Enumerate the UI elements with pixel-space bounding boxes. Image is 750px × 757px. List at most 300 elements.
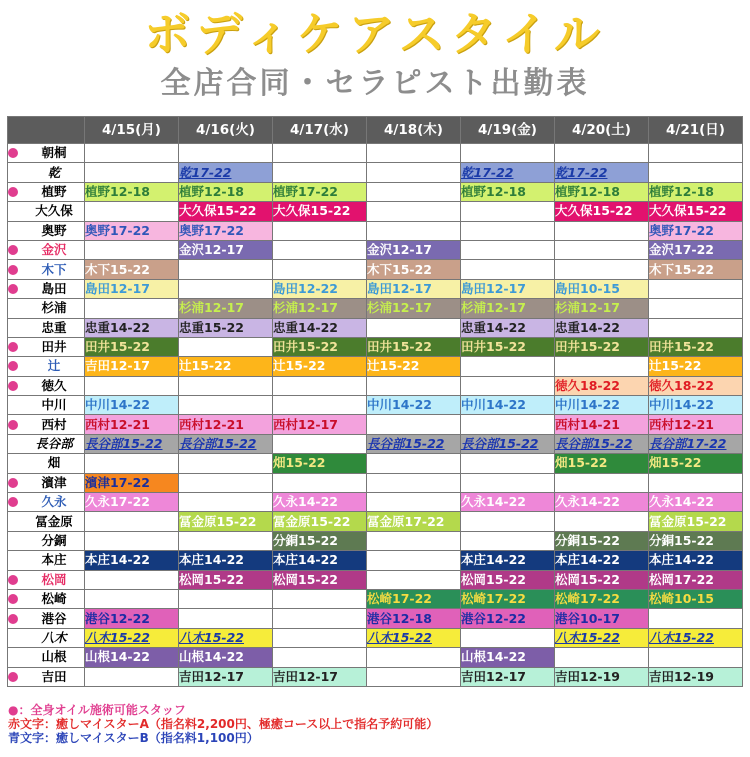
- therapist-name: 忠重: [41, 319, 67, 335]
- shift-time: 忠重14-22: [85, 319, 150, 335]
- therapist-name: 長谷部: [35, 436, 73, 452]
- therapist-name-cell: [8, 454, 85, 473]
- shift-cell: [649, 337, 743, 356]
- shift-time: 徳久18-22: [649, 377, 714, 393]
- shift-cell: [461, 337, 555, 356]
- shift-time: 植野12-18: [649, 183, 714, 199]
- therapist-name-cell: [8, 551, 85, 570]
- shift-cell: [367, 493, 461, 512]
- schedule-row: [8, 531, 743, 550]
- therapist-name-cell: [8, 299, 85, 318]
- shift-cell: [85, 531, 179, 550]
- therapist-name-cell: [8, 396, 85, 415]
- shift-time: 冨金原17-22: [367, 513, 445, 529]
- schedule-row: [8, 415, 743, 434]
- shift-cell: [555, 240, 649, 259]
- shift-time: 吉田12-19: [649, 668, 714, 684]
- shift-cell: [273, 667, 367, 686]
- shift-time: 植野12-18: [85, 183, 150, 199]
- shift-cell: [85, 628, 179, 647]
- therapist-name: 中川: [41, 397, 67, 413]
- shift-cell: [179, 493, 273, 512]
- day-header: 4/17(水): [273, 117, 367, 144]
- shift-cell: [649, 434, 743, 453]
- shift-cell: [461, 473, 555, 492]
- shift-cell: [85, 202, 179, 221]
- schedule-row: [8, 376, 743, 395]
- schedule-row: [8, 396, 743, 415]
- shift-time: 長谷部17-22: [649, 436, 727, 452]
- therapist-name-cell: [8, 357, 85, 376]
- therapist-name: 朝桐: [41, 145, 67, 161]
- shift-cell: [649, 454, 743, 473]
- shift-cell: [649, 551, 743, 570]
- therapist-name: 畑: [47, 455, 61, 471]
- shift-cell: [367, 163, 461, 182]
- shift-time: 大久保15-22: [649, 203, 727, 219]
- oil-staff-dot-icon: [8, 187, 18, 197]
- shift-time: 島田12-17: [85, 280, 150, 296]
- shift-cell: [273, 144, 367, 163]
- shift-cell: [461, 454, 555, 473]
- shift-cell: [461, 396, 555, 415]
- therapist-name: 金沢: [41, 242, 67, 258]
- shift-cell: [555, 570, 649, 589]
- oil-staff-dot-icon: [8, 497, 18, 507]
- shift-cell: [367, 628, 461, 647]
- shift-cell: [461, 667, 555, 686]
- shift-cell: [85, 376, 179, 395]
- shift-time: 松崎17-22: [367, 591, 432, 607]
- shift-time: 松岡15-22: [555, 571, 620, 587]
- shift-cell: [179, 551, 273, 570]
- shift-cell: [85, 667, 179, 686]
- shift-time: 港谷12-22: [85, 610, 150, 626]
- shift-cell: [273, 337, 367, 356]
- shift-time: 田井15-22: [367, 339, 432, 355]
- legend-meister-b: 青文字：癒しマイスターB（指名料1,100円）: [8, 731, 259, 745]
- shift-time: 吉田12-19: [555, 668, 620, 684]
- therapist-name-cell: [8, 202, 85, 221]
- shift-time: 植野17-22: [273, 183, 338, 199]
- shift-cell: [85, 163, 179, 182]
- schedule-row: [8, 454, 743, 473]
- schedule-header-row: [8, 117, 743, 144]
- shift-cell: [179, 589, 273, 608]
- shift-cell: [85, 512, 179, 531]
- shift-cell: [179, 240, 273, 259]
- shift-cell: [85, 357, 179, 376]
- schedule-row: [8, 473, 743, 492]
- shift-cell: [179, 182, 273, 201]
- shift-cell: [85, 240, 179, 259]
- shift-cell: [649, 144, 743, 163]
- shift-cell: [273, 493, 367, 512]
- shift-cell: [179, 202, 273, 221]
- shift-cell: [273, 434, 367, 453]
- shift-time: 乾17-22: [179, 164, 232, 180]
- schedule-row: [8, 628, 743, 647]
- shift-cell: [649, 648, 743, 667]
- shift-cell: [461, 531, 555, 550]
- shift-cell: [85, 337, 179, 356]
- schedule-row: [8, 163, 743, 182]
- shift-cell: [367, 454, 461, 473]
- shift-cell: [461, 493, 555, 512]
- day-header: 4/19(金): [461, 117, 555, 144]
- shift-time: 島田12-22: [273, 280, 338, 296]
- schedule-row: [8, 279, 743, 298]
- shift-time: 畑15-22: [273, 455, 326, 471]
- shift-time: 金沢17-22: [649, 242, 714, 258]
- therapist-name-cell: [8, 144, 85, 163]
- therapist-name: 大久保: [35, 203, 73, 219]
- shift-time: 乾17-22: [461, 164, 514, 180]
- shift-cell: [367, 357, 461, 376]
- shift-time: 島田12-17: [461, 280, 526, 296]
- shift-time: 山根14-22: [179, 649, 244, 665]
- schedule-row: [8, 318, 743, 337]
- schedule-subtitle: 全店合同・セラピスト出勤表: [160, 66, 590, 101]
- shift-cell: [649, 182, 743, 201]
- schedule-row: [8, 221, 743, 240]
- shift-time: 分銅15-22: [273, 533, 338, 548]
- shift-cell: [85, 570, 179, 589]
- shift-cell: [555, 221, 649, 240]
- therapist-name: 冨金原: [35, 513, 73, 529]
- shift-cell: [555, 357, 649, 376]
- shift-cell: [273, 628, 367, 647]
- schedule-row: [8, 512, 743, 531]
- shift-cell: [273, 570, 367, 589]
- shift-cell: [461, 240, 555, 259]
- day-header: 4/18(木): [367, 117, 461, 144]
- shift-cell: [461, 512, 555, 531]
- shift-cell: [179, 163, 273, 182]
- shift-cell: [555, 279, 649, 298]
- shift-cell: [85, 473, 179, 492]
- shift-cell: [85, 182, 179, 201]
- schedule-row: [8, 570, 743, 589]
- shift-time: 西村12-21: [179, 416, 244, 432]
- shift-time: 田井15-22: [649, 339, 714, 355]
- therapist-name: 港谷: [41, 610, 67, 626]
- shift-time: 松崎10-15: [649, 591, 714, 607]
- schedule-row: [8, 299, 743, 318]
- shift-cell: [367, 202, 461, 221]
- shift-cell: [649, 396, 743, 415]
- therapist-name: 奥野: [41, 222, 67, 238]
- shift-time: 中川14-22: [649, 397, 714, 413]
- therapist-name: 乾: [47, 164, 61, 180]
- shift-time: 杉浦12-17: [179, 300, 244, 316]
- shift-cell: [367, 318, 461, 337]
- shift-time: 分銅15-22: [555, 533, 620, 548]
- shift-cell: [273, 473, 367, 492]
- shift-time: 木下15-22: [85, 261, 150, 277]
- shift-time: 久永14-22: [649, 494, 714, 510]
- shop-title: ボディケアスタイル: [144, 7, 606, 61]
- shift-cell: [555, 260, 649, 279]
- shift-time: 山根14-22: [85, 649, 150, 665]
- shift-cell: [179, 396, 273, 415]
- shift-cell: [85, 551, 179, 570]
- shift-time: 田井15-22: [273, 339, 338, 355]
- shift-time: 本庄14-22: [179, 552, 244, 568]
- shift-cell: [649, 357, 743, 376]
- oil-staff-dot-icon: [8, 381, 18, 391]
- shift-time: 中川14-22: [461, 397, 526, 413]
- shift-cell: [461, 434, 555, 453]
- shift-cell: [649, 493, 743, 512]
- shift-cell: [273, 182, 367, 201]
- shift-cell: [461, 144, 555, 163]
- shift-cell: [367, 551, 461, 570]
- oil-staff-dot-icon: [8, 672, 18, 682]
- shift-time: 松崎17-22: [461, 591, 526, 607]
- shift-cell: [649, 221, 743, 240]
- therapist-name-cell: [8, 240, 85, 259]
- shift-cell: [649, 609, 743, 628]
- therapist-name-cell: [8, 163, 85, 182]
- schedule-row: [8, 260, 743, 279]
- shift-cell: [367, 337, 461, 356]
- shift-cell: [461, 299, 555, 318]
- shift-cell: [367, 376, 461, 395]
- shift-cell: [555, 376, 649, 395]
- schedule-row: [8, 202, 743, 221]
- shift-time: 冨金原15-22: [649, 513, 727, 529]
- shift-time: 杉浦12-17: [555, 300, 620, 316]
- shift-cell: [179, 434, 273, 453]
- shift-cell: [649, 299, 743, 318]
- day-header-sunday: 4/21(日): [649, 117, 743, 144]
- shift-cell: [179, 628, 273, 647]
- shift-time: 吉田12-17: [85, 358, 150, 374]
- shift-time: 忠重15-22: [179, 319, 244, 335]
- shift-time: 畑15-22: [555, 455, 608, 471]
- shift-cell: [85, 318, 179, 337]
- shift-time: 辻15-22: [367, 358, 420, 374]
- shift-time: 奥野17-22: [649, 222, 714, 238]
- shift-cell: [179, 337, 273, 356]
- shift-time: 田井15-22: [85, 339, 150, 355]
- shift-time: 金沢12-17: [367, 242, 432, 258]
- shift-cell: [179, 299, 273, 318]
- therapist-name: 吉田: [41, 668, 67, 684]
- shift-cell: [461, 279, 555, 298]
- therapist-name: 久永: [41, 494, 67, 510]
- shift-time: 忠重14-22: [555, 319, 620, 335]
- shift-cell: [367, 260, 461, 279]
- shift-cell: [85, 396, 179, 415]
- therapist-name-cell: [8, 667, 85, 686]
- oil-staff-dot-icon: [8, 361, 18, 371]
- shift-cell: [649, 570, 743, 589]
- shift-cell: [85, 609, 179, 628]
- shift-cell: [179, 512, 273, 531]
- day-header-saturday: 4/20(土): [555, 117, 649, 144]
- shift-cell: [461, 202, 555, 221]
- shift-time: 辻15-22: [273, 358, 326, 374]
- shift-cell: [367, 299, 461, 318]
- shift-cell: [179, 454, 273, 473]
- shift-time: 松岡17-22: [649, 571, 714, 587]
- shift-cell: [179, 221, 273, 240]
- shift-cell: [367, 512, 461, 531]
- shift-cell: [273, 221, 367, 240]
- shift-cell: [367, 144, 461, 163]
- therapist-name: 松岡: [41, 571, 67, 587]
- shift-cell: [555, 512, 649, 531]
- therapist-name-cell: [8, 376, 85, 395]
- shift-cell: [367, 415, 461, 434]
- shift-cell: [649, 473, 743, 492]
- shift-cell: [555, 551, 649, 570]
- shift-cell: [179, 279, 273, 298]
- shift-time: 辻15-22: [179, 358, 232, 374]
- legend-meister-a: 赤文字：癒しマイスターA（指名料2,200円、極癒コース以上で指名予約可能）: [8, 717, 439, 731]
- shift-time: 忠重14-22: [273, 319, 338, 335]
- shift-cell: [461, 221, 555, 240]
- therapist-name-cell: [8, 337, 85, 356]
- shift-cell: [649, 163, 743, 182]
- therapist-name-cell: [8, 182, 85, 201]
- shift-cell: [555, 473, 649, 492]
- shift-cell: [461, 357, 555, 376]
- oil-staff-dot-icon: [8, 594, 18, 604]
- shift-cell: [179, 667, 273, 686]
- shift-cell: [649, 376, 743, 395]
- shift-cell: [555, 667, 649, 686]
- shift-time: 吉田12-17: [461, 668, 526, 684]
- shift-cell: [649, 279, 743, 298]
- shift-cell: [461, 318, 555, 337]
- shift-cell: [555, 493, 649, 512]
- shift-cell: [273, 609, 367, 628]
- shift-time: 港谷12-18: [367, 610, 432, 626]
- oil-staff-dot-icon: [8, 614, 18, 624]
- shift-cell: [461, 589, 555, 608]
- schedule-row: [8, 589, 743, 608]
- shift-cell: [273, 396, 367, 415]
- therapist-name-cell: [8, 609, 85, 628]
- shift-time: 忠重14-22: [461, 319, 526, 335]
- shift-cell: [85, 589, 179, 608]
- shift-time: 長谷部15-22: [461, 436, 539, 452]
- shift-time: 本庄14-22: [555, 552, 620, 568]
- shift-cell: [555, 531, 649, 550]
- shift-cell: [179, 609, 273, 628]
- shift-cell: [649, 202, 743, 221]
- oil-staff-dot-icon: [8, 420, 18, 430]
- header-corner: [8, 117, 85, 144]
- therapist-name-cell: [8, 221, 85, 240]
- therapist-name: 松崎: [41, 591, 67, 607]
- therapist-name-cell: [8, 512, 85, 531]
- shift-cell: [555, 144, 649, 163]
- shift-cell: [649, 589, 743, 608]
- shift-time: 中川14-22: [555, 397, 620, 413]
- shift-cell: [367, 648, 461, 667]
- shift-time: 奥野17-22: [179, 222, 244, 238]
- shift-cell: [555, 182, 649, 201]
- shift-cell: [85, 299, 179, 318]
- shift-time: 八木15-22: [85, 629, 150, 645]
- shift-cell: [179, 648, 273, 667]
- therapist-name-cell: [8, 531, 85, 550]
- shift-cell: [367, 589, 461, 608]
- shift-cell: [461, 648, 555, 667]
- shift-cell: [179, 570, 273, 589]
- shift-time: 島田10-15: [555, 280, 620, 296]
- shift-cell: [179, 260, 273, 279]
- shift-time: 植野12-18: [179, 183, 244, 199]
- therapist-name-cell: [8, 589, 85, 608]
- shift-time: 奥野17-22: [85, 222, 150, 238]
- shift-time: 久永14-22: [555, 494, 620, 510]
- shift-cell: [555, 434, 649, 453]
- therapist-name-cell: [8, 493, 85, 512]
- schedule-row: [8, 144, 743, 163]
- schedule-row: [8, 337, 743, 356]
- shift-cell: [461, 182, 555, 201]
- shift-time: 西村12-21: [85, 416, 150, 432]
- shift-time: 冨金原15-22: [273, 513, 351, 529]
- shift-cell: [85, 260, 179, 279]
- shift-cell: [555, 609, 649, 628]
- schedule-row: [8, 182, 743, 201]
- shift-cell: [461, 376, 555, 395]
- therapist-name-cell: [8, 628, 85, 647]
- shift-cell: [367, 609, 461, 628]
- shift-cell: [555, 163, 649, 182]
- shift-time: 長谷部15-22: [85, 436, 163, 452]
- shift-cell: [367, 240, 461, 259]
- shift-cell: [273, 648, 367, 667]
- shift-time: 八木15-22: [555, 629, 620, 645]
- shift-cell: [649, 628, 743, 647]
- therapist-name: 田井: [41, 339, 67, 355]
- shift-cell: [273, 163, 367, 182]
- shift-time: 木下15-22: [649, 261, 714, 277]
- schedule-row: [8, 609, 743, 628]
- shift-time: 徳久18-22: [555, 377, 620, 393]
- therapist-name: 島田: [41, 280, 67, 296]
- oil-staff-dot-icon: [8, 148, 18, 158]
- shift-time: 冨金原15-22: [179, 513, 257, 529]
- shift-cell: [179, 144, 273, 163]
- therapist-name: 木下: [41, 261, 67, 277]
- schedule-row: [8, 434, 743, 453]
- shift-time: 濱津17-22: [85, 474, 150, 490]
- shift-time: 杉浦12-17: [461, 300, 526, 316]
- shift-cell: [85, 144, 179, 163]
- day-header: 4/16(火): [179, 117, 273, 144]
- shift-cell: [649, 667, 743, 686]
- therapist-name: 杉浦: [41, 300, 67, 316]
- shift-time: 吉田12-17: [179, 668, 244, 684]
- shift-time: 大久保15-22: [273, 203, 351, 219]
- shift-cell: [367, 182, 461, 201]
- shift-time: 植野12-18: [555, 183, 620, 199]
- shift-cell: [461, 551, 555, 570]
- shift-cell: [461, 609, 555, 628]
- shift-time: 西村14-21: [555, 416, 620, 432]
- shift-cell: [273, 551, 367, 570]
- schedule-row: [8, 648, 743, 667]
- shift-time: 港谷12-22: [461, 610, 526, 626]
